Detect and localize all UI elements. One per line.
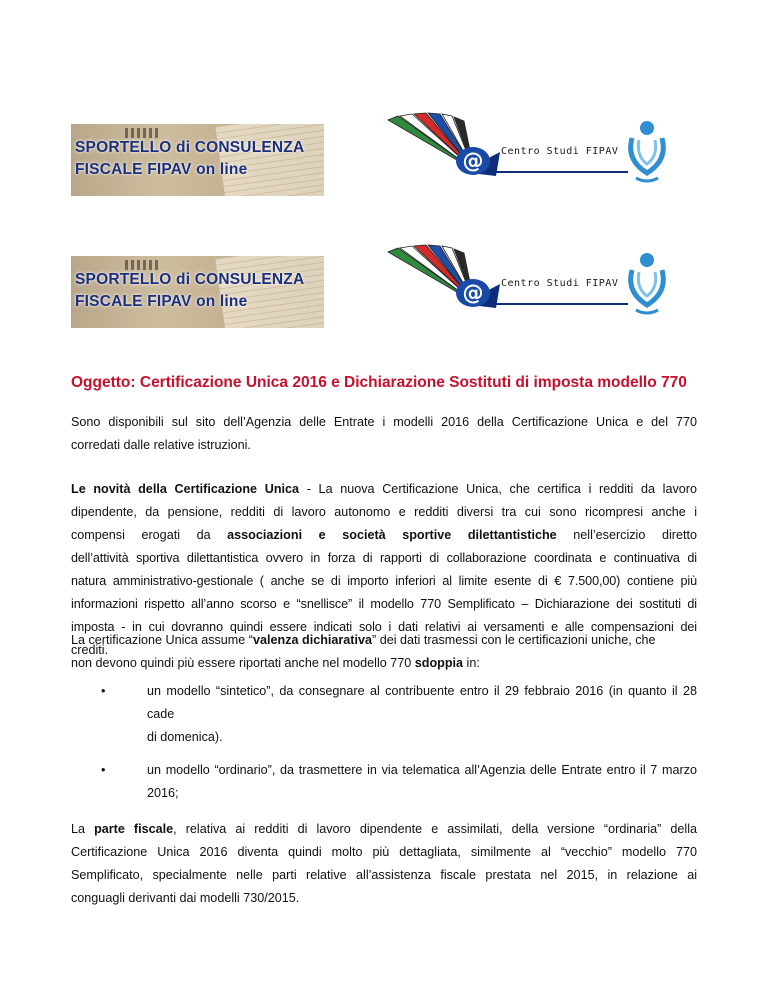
paragraph-line: natura amministrativo-gestionale ( anche se di importo inferiori al limite esente di € 7.500,00) contiene più [71, 574, 697, 588]
sportello-logo-line1: SPORTELLO di CONSULENZA [75, 271, 305, 288]
bullet-icon: • [101, 763, 106, 777]
paragraph-line: dell’attività sportiva dilettantistica ovvero in forza di rapporti di collaborazione coordinata e continuativa di [71, 551, 697, 565]
intro-paragraph [71, 411, 697, 457]
paragraph-line: La parte fiscale, relativa ai redditi di lavoro dipendente e assimilati, della versione “ordinaria” della [71, 822, 697, 836]
bullet-icon: • [101, 684, 106, 698]
paragraph-line: Semplificato, specialmente nelle parti relative all’assistenza fiscale prestata nel 2015, in relazione ai [71, 868, 697, 882]
svg-text:@: @ [462, 149, 484, 173]
paragraph-line: compensi erogati da associazioni e società sportive dilettantistiche nell’esercizio diretto [71, 528, 697, 542]
centro-studi-label: Centro Studi FIPAV [501, 278, 619, 289]
paragraph-line: corredati dalle relative istruzioni. [71, 438, 251, 452]
paragraph-line: Sono disponibili sul sito dell’Agenzia delle Entrate i modelli 2016 della Certificazione Unica e del 770 [71, 415, 697, 429]
paragraph-line: imposta - in cui dovranno quindi essere indicati solo i dati relativi ai versamenti e alle compensazioni dei [71, 620, 697, 634]
sdoppia-bold: sdoppia [414, 656, 464, 670]
fipav-emblem-icon [622, 250, 672, 320]
sportello-logo-line2: FISCALE FIPAV on line [75, 293, 248, 310]
header-banner [71, 256, 758, 328]
paragraph-line: conguagli derivanti dai modelli 730/2015. [71, 891, 300, 905]
centro-studi-label: Centro Studi FIPAV [501, 146, 619, 157]
bullet-list [71, 680, 697, 805]
list-item: • un modello “ordinario”, da trasmettere in via telematica all’Agenzia delle Entrate entro il 7 marzo 2016; [71, 759, 697, 805]
valenza-paragraph [71, 629, 697, 675]
novita-heading: Le novità della Certificazione Unica [71, 482, 300, 496]
sportello-logo-line1: SPORTELLO di CONSULENZA [75, 139, 305, 156]
sportello-logo-line2: FISCALE FIPAV on line [75, 161, 248, 178]
header-banner [71, 124, 758, 196]
paragraph-line: La certificazione Unica assume “valenza dichiarativa” dei dati trasmessi con le certificazioni uniche, che [71, 633, 656, 647]
paragraph-line: non devono quindi più essere riportati anche nel modello 770 sdoppia in: [71, 656, 480, 670]
paragraph-line: Le novità della Certificazione Unica - La nuova Certificazione Unica, che certifica i redditi da lavoro [71, 482, 697, 496]
parte-fiscale-bold: parte fiscale [94, 822, 174, 836]
paragraph-line: Certificazione Unica 2016 diventa quindi molto più dettagliata, similmente al “vecchio” modello 770 [71, 845, 697, 859]
paragraph-line: crediti. [71, 643, 109, 657]
sportello-logo [71, 124, 324, 196]
sportello-logo [71, 256, 324, 328]
at-sign-icon [456, 279, 490, 307]
fipav-emblem-icon [622, 118, 672, 188]
svg-text:@: @ [462, 281, 484, 305]
centro-studi-logo [384, 112, 630, 194]
list-item: • un modello “sintetico”, da consegnare al contribuente entro il 29 febbraio 2016 (in quanto il 28 cade di domenica). [71, 680, 697, 749]
centro-studi-logo [384, 244, 630, 326]
paragraph-line: informazioni rispetto all’anno scorso e “snellisce” il modello 770 Semplificato – Dichiarazione dei sostituti di [71, 597, 697, 611]
valenza-bold: valenza dichiarativa [253, 633, 373, 647]
document-title: Oggetto: Certificazione Unica 2016 e Dichiarazione Sostituti di imposta modello 770 [71, 374, 687, 391]
parte-fiscale-paragraph [71, 818, 697, 910]
at-sign-icon [456, 147, 490, 175]
paragraph-line: dipendente, da pensione, redditi di lavoro autonomo e redditi diversi tra cui sono ricompresi anche i [71, 505, 697, 519]
